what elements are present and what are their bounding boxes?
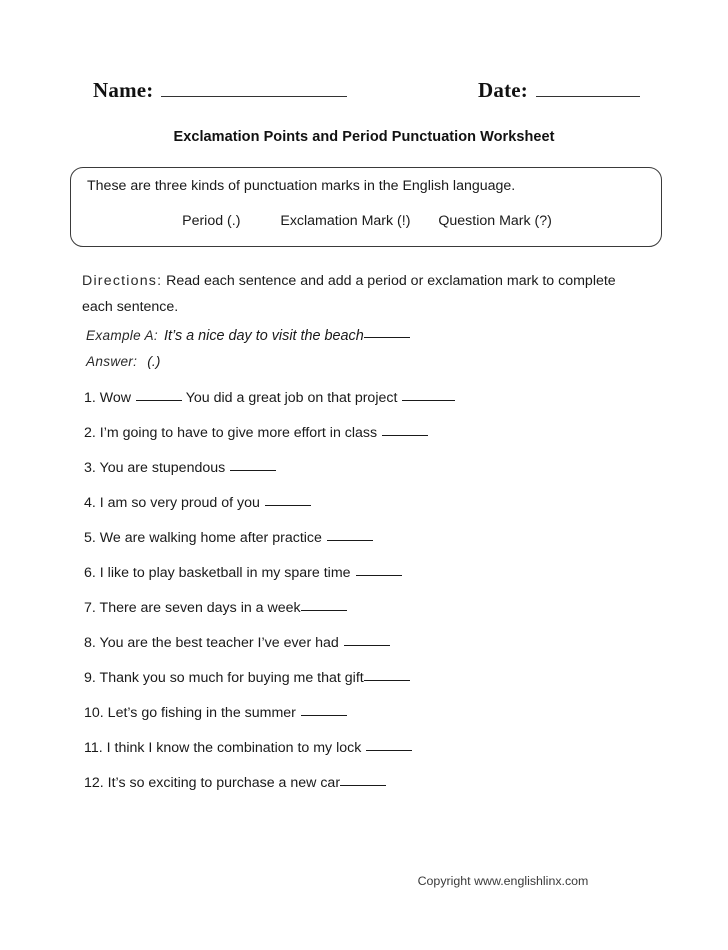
copyright-text: Copyright www.englishlinx.com	[417, 874, 589, 888]
question-item	[84, 563, 644, 598]
question-number: 11.	[84, 740, 103, 756]
question-item	[84, 423, 644, 458]
question-text: You are stupendous	[95, 460, 226, 476]
answer-blank[interactable]	[265, 493, 311, 506]
name-label: Name:	[93, 78, 154, 102]
date-field	[478, 78, 640, 103]
answer-blank[interactable]	[356, 563, 402, 576]
question-number: 6.	[84, 565, 96, 581]
question-item	[84, 633, 644, 668]
answer-blank[interactable]	[301, 703, 347, 716]
question-text: We are walking home after practice	[95, 530, 322, 546]
answer-blank[interactable]	[327, 528, 373, 541]
answer-blank[interactable]	[364, 668, 410, 681]
example-block	[86, 328, 626, 376]
question-text: Wow	[95, 390, 132, 406]
directions-text: Read each sentence and add a period or exclamation mark to complete each sentence.	[82, 273, 616, 315]
question-number: 10.	[84, 705, 104, 721]
question-number: 5.	[84, 530, 96, 546]
answer-blank[interactable]	[402, 388, 455, 401]
answer-blank[interactable]	[230, 458, 276, 471]
answer-blank[interactable]	[340, 773, 386, 786]
answer-value: (.)	[147, 353, 161, 369]
answer-blank[interactable]	[136, 388, 182, 401]
answer-row	[86, 353, 626, 376]
directions-label: Directions:	[82, 273, 163, 289]
punctuation-info-box	[70, 167, 662, 247]
question-text: Thank you so much for buying me that gift	[95, 670, 364, 686]
question-number: 1.	[84, 390, 96, 406]
mark-question: Question Mark (?)	[438, 213, 552, 229]
mark-period: Period (.)	[182, 213, 241, 229]
question-list	[84, 388, 644, 808]
question-text: I am so very proud of you	[95, 495, 260, 511]
question-text-continued: You did a great job on that project	[182, 390, 398, 406]
question-item	[84, 528, 644, 563]
question-number: 8.	[84, 635, 96, 651]
mark-exclamation: Exclamation Mark (!)	[280, 213, 411, 229]
question-number: 3.	[84, 460, 96, 476]
question-number: 4.	[84, 495, 96, 511]
info-intro-text: These are three kinds of punctuation marks in the English language.	[87, 178, 516, 194]
question-item	[84, 458, 644, 493]
example-blank	[364, 337, 410, 338]
question-text: It’s so exciting to purchase a new car	[103, 775, 341, 791]
question-text: There are seven days in a week	[95, 600, 301, 616]
question-number: 12.	[84, 775, 104, 791]
question-number: 2.	[84, 425, 96, 441]
question-item	[84, 773, 644, 808]
example-label: Example A:	[86, 328, 159, 343]
example-sentence: It’s a nice day to visit the beach	[164, 328, 364, 344]
question-number: 7.	[84, 600, 96, 616]
example-row	[86, 328, 626, 351]
question-item	[84, 598, 644, 633]
answer-blank[interactable]	[344, 633, 390, 646]
answer-blank[interactable]	[301, 598, 347, 611]
question-item	[84, 703, 644, 738]
name-field	[93, 78, 347, 103]
name-write-line[interactable]	[161, 79, 347, 97]
answer-label: Answer:	[86, 354, 138, 369]
date-write-line[interactable]	[536, 79, 640, 97]
question-text: Let’s go fishing in the summer	[103, 705, 296, 721]
directions-block	[82, 268, 622, 320]
question-item	[84, 738, 644, 773]
copyright-footer	[0, 874, 728, 888]
question-text: I like to play basketball in my spare time	[95, 565, 351, 581]
name-date-row	[0, 78, 728, 110]
question-item	[84, 668, 644, 703]
question-text: I’m going to have to give more effort in class	[95, 425, 378, 441]
answer-blank[interactable]	[366, 738, 412, 751]
question-text: You are the best teacher I’ve ever had	[95, 635, 339, 651]
question-number: 9.	[84, 670, 96, 686]
answer-blank[interactable]	[382, 423, 428, 436]
question-item	[84, 388, 644, 423]
question-text: I think I know the combination to my lock	[102, 740, 362, 756]
question-item	[84, 493, 644, 528]
punctuation-marks-row	[71, 213, 663, 229]
page-title: Exclamation Points and Period Punctuation Worksheet	[173, 129, 555, 145]
date-label: Date:	[478, 78, 528, 102]
